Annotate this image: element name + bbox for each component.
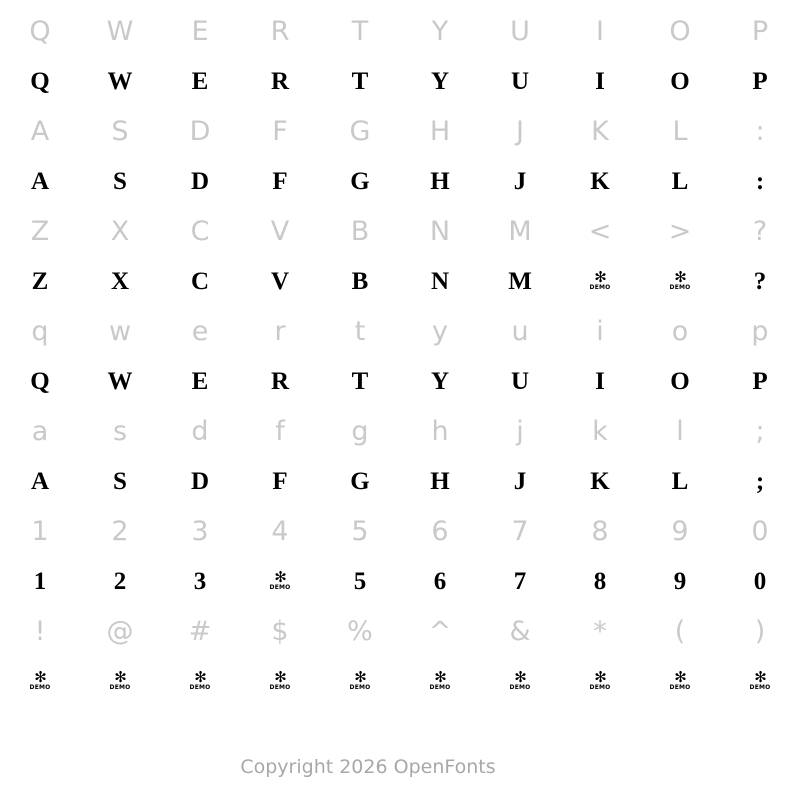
glyph-row xyxy=(0,56,800,106)
keycap-character: 6 xyxy=(431,515,449,547)
keycap-character: T xyxy=(351,15,369,47)
demo-mark xyxy=(509,667,531,692)
demo-watermark-icon xyxy=(240,556,320,606)
demo-watermark-icon xyxy=(320,656,400,706)
keycap-character: K xyxy=(591,115,609,147)
glyph-row xyxy=(0,656,800,706)
glyph-character: L xyxy=(671,167,689,195)
glyph-character: 1 xyxy=(33,567,47,595)
demo-petals-icon: ✻ xyxy=(674,667,686,686)
keycap-character: J xyxy=(516,115,524,147)
glyph-character: O xyxy=(670,67,690,95)
keycap-character: 7 xyxy=(511,515,529,547)
demo-mark xyxy=(349,667,371,692)
demo-mark xyxy=(269,667,291,692)
demo-watermark-icon xyxy=(640,656,720,706)
keycap-character: i xyxy=(596,315,604,347)
keycap-character: w xyxy=(108,315,132,347)
glyph-character: V xyxy=(270,267,290,295)
glyph-character: W xyxy=(107,67,133,95)
keycap-character: 9 xyxy=(671,515,689,547)
glyph-character: Q xyxy=(30,367,50,395)
demo-mark xyxy=(429,667,451,692)
demo-label: DEMO xyxy=(109,684,131,692)
keycap-character: C xyxy=(190,215,210,247)
keycap-character: I xyxy=(596,15,604,47)
glyph-row xyxy=(0,556,800,606)
glyph-character: Q xyxy=(30,67,50,95)
demo-label: DEMO xyxy=(189,684,211,692)
keycap-character: < xyxy=(588,215,612,247)
glyph-character: : xyxy=(755,167,765,195)
demo-petals-icon: ✻ xyxy=(34,667,46,686)
glyph-character: W xyxy=(107,367,133,395)
demo-label: DEMO xyxy=(429,684,451,692)
glyph-character: 3 xyxy=(193,567,207,595)
keycap-character: : xyxy=(755,115,765,147)
keycap-character: q xyxy=(31,315,49,347)
glyph-character: N xyxy=(430,267,450,295)
demo-mark xyxy=(269,567,291,592)
keycap-character: S xyxy=(111,115,129,147)
demo-watermark-icon xyxy=(480,656,560,706)
glyph-character: ? xyxy=(753,267,767,295)
glyph-character: 2 xyxy=(113,567,127,595)
demo-label: DEMO xyxy=(589,684,611,692)
demo-watermark-icon xyxy=(720,656,800,706)
keycap-character: t xyxy=(354,315,366,347)
glyph-character: T xyxy=(351,367,369,395)
keycap-character: 0 xyxy=(751,515,769,547)
glyph-character: J xyxy=(513,167,527,195)
keycap-row xyxy=(0,206,800,256)
demo-petals-icon: ✻ xyxy=(674,267,686,286)
demo-watermark-icon xyxy=(560,656,640,706)
demo-mark xyxy=(669,667,691,692)
keycap-character: % xyxy=(347,615,373,647)
keycap-character: g xyxy=(351,415,369,447)
keycap-character: P xyxy=(751,15,769,47)
keycap-character: Y xyxy=(431,15,449,47)
footer xyxy=(0,756,800,778)
glyph-character: K xyxy=(590,467,610,495)
keycap-character: H xyxy=(429,115,451,147)
copyright-text: Copyright 2026 OpenFonts xyxy=(240,756,496,778)
glyph-character: P xyxy=(752,67,768,95)
demo-watermark-icon xyxy=(640,256,720,306)
glyph-character: O xyxy=(670,367,690,395)
demo-watermark-icon xyxy=(80,656,160,706)
glyph-character: L xyxy=(671,467,689,495)
glyph-character: P xyxy=(752,367,768,395)
demo-petals-icon: ✻ xyxy=(594,267,606,286)
keycap-character: # xyxy=(188,615,212,647)
keycap-character: e xyxy=(191,315,209,347)
keycap-character: U xyxy=(510,15,530,47)
demo-petals-icon: ✻ xyxy=(354,667,366,686)
glyph-character: A xyxy=(30,467,50,495)
glyph-character: S xyxy=(113,167,127,195)
keycap-character: Z xyxy=(30,215,50,247)
keycap-character: @ xyxy=(106,615,134,647)
glyph-row xyxy=(0,156,800,206)
demo-label: DEMO xyxy=(29,684,51,692)
glyph-character: T xyxy=(351,67,369,95)
keycap-character: y xyxy=(432,315,448,347)
demo-petals-icon: ✻ xyxy=(514,667,526,686)
glyph-character: 8 xyxy=(593,567,607,595)
glyph-character: S xyxy=(113,467,127,495)
glyph-character: R xyxy=(270,67,290,95)
demo-watermark-icon xyxy=(0,656,80,706)
demo-label: DEMO xyxy=(749,684,771,692)
keycap-character: 5 xyxy=(351,515,369,547)
keycap-character: u xyxy=(511,315,529,347)
demo-mark xyxy=(589,267,611,292)
demo-mark xyxy=(669,267,691,292)
glyph-row xyxy=(0,256,800,306)
demo-mark xyxy=(109,667,131,692)
glyph-character: U xyxy=(510,367,530,395)
keycap-character: k xyxy=(592,415,608,447)
keycap-character: h xyxy=(431,415,449,447)
keycap-character: > xyxy=(668,215,692,247)
keycap-character: O xyxy=(669,15,691,47)
keycap-character: ^ xyxy=(428,615,452,647)
keycap-character: F xyxy=(272,115,288,147)
demo-label: DEMO xyxy=(669,284,691,292)
demo-label: DEMO xyxy=(269,684,291,692)
keycap-character: W xyxy=(106,15,134,47)
glyph-character: H xyxy=(430,167,450,195)
keycap-character: s xyxy=(112,415,128,447)
demo-label: DEMO xyxy=(349,684,371,692)
glyph-character: K xyxy=(590,167,610,195)
demo-label: DEMO xyxy=(589,284,611,292)
glyph-character: Y xyxy=(430,367,450,395)
glyph-character: A xyxy=(30,167,50,195)
glyph-row xyxy=(0,356,800,406)
keycap-row xyxy=(0,306,800,356)
glyph-character: I xyxy=(595,367,605,395)
glyph-character: Y xyxy=(430,67,450,95)
keycap-character: M xyxy=(508,215,532,247)
keycap-character: a xyxy=(31,415,49,447)
glyph-character: 9 xyxy=(673,567,687,595)
demo-label: DEMO xyxy=(509,684,531,692)
glyph-character: 7 xyxy=(513,567,527,595)
keycap-character: $ xyxy=(271,615,289,647)
demo-petals-icon: ✻ xyxy=(434,667,446,686)
demo-mark xyxy=(749,667,771,692)
glyph-character: X xyxy=(110,267,130,295)
demo-mark xyxy=(189,667,211,692)
glyph-character: J xyxy=(513,467,527,495)
glyph-character: G xyxy=(350,167,370,195)
keycap-character: 1 xyxy=(31,515,49,547)
glyph-character: 0 xyxy=(753,567,767,595)
keycap-character: B xyxy=(350,215,370,247)
keycap-character: 4 xyxy=(271,515,289,547)
demo-petals-icon: ✻ xyxy=(754,667,766,686)
glyph-character: G xyxy=(350,467,370,495)
glyph-character: 5 xyxy=(353,567,367,595)
keycap-row xyxy=(0,6,800,56)
demo-watermark-icon xyxy=(400,656,480,706)
demo-watermark-icon xyxy=(160,656,240,706)
demo-petals-icon: ✻ xyxy=(194,667,206,686)
keycap-character: 3 xyxy=(191,515,209,547)
demo-mark xyxy=(29,667,51,692)
glyph-character: E xyxy=(191,67,209,95)
keycap-character: N xyxy=(429,215,451,247)
keycap-row xyxy=(0,106,800,156)
glyph-character: R xyxy=(270,367,290,395)
glyph-character: U xyxy=(510,67,530,95)
glyph-character: 6 xyxy=(433,567,447,595)
keycap-character: G xyxy=(349,115,371,147)
keycap-character: p xyxy=(751,315,769,347)
keycap-character: ) xyxy=(754,615,766,647)
demo-watermark-icon xyxy=(560,256,640,306)
keycap-character: r xyxy=(274,315,286,347)
glyph-character: C xyxy=(190,267,210,295)
demo-petals-icon: ✻ xyxy=(594,667,606,686)
keycap-character: ? xyxy=(752,215,768,247)
glyph-character: E xyxy=(191,367,209,395)
keycap-character: X xyxy=(110,215,130,247)
keycap-row xyxy=(0,506,800,556)
keycap-character: A xyxy=(30,115,50,147)
demo-petals-icon: ✻ xyxy=(274,567,286,586)
demo-petals-icon: ✻ xyxy=(274,667,286,686)
keycap-row xyxy=(0,406,800,456)
glyph-character: M xyxy=(508,267,532,295)
keycap-character: ( xyxy=(674,615,686,647)
demo-label: DEMO xyxy=(669,684,691,692)
keycap-character: 2 xyxy=(111,515,129,547)
keycap-character: ! xyxy=(34,615,46,647)
keycap-character: L xyxy=(672,115,688,147)
keycap-character: f xyxy=(275,415,285,447)
keycap-character: D xyxy=(189,115,211,147)
keycap-row xyxy=(0,606,800,656)
glyph-character: B xyxy=(351,267,369,295)
keycap-character: 8 xyxy=(591,515,609,547)
demo-watermark-icon xyxy=(240,656,320,706)
glyph-character: H xyxy=(430,467,450,495)
glyph-row xyxy=(0,456,800,506)
keycap-character: & xyxy=(509,615,531,647)
glyph-character: Z xyxy=(31,267,49,295)
demo-label: DEMO xyxy=(269,584,291,592)
glyph-character: F xyxy=(272,467,288,495)
glyph-character: ; xyxy=(755,467,765,495)
keycap-character: V xyxy=(270,215,290,247)
keycap-character: o xyxy=(671,315,689,347)
demo-mark xyxy=(589,667,611,692)
demo-petals-icon: ✻ xyxy=(114,667,126,686)
keycap-character: Q xyxy=(29,15,51,47)
keycap-character: d xyxy=(191,415,209,447)
glyph-character: F xyxy=(272,167,288,195)
glyph-character: I xyxy=(595,67,605,95)
glyph-character: D xyxy=(190,467,210,495)
keycap-character: ; xyxy=(755,415,765,447)
keycap-character: * xyxy=(593,615,607,647)
keycap-character: j xyxy=(516,415,524,447)
keycap-character: E xyxy=(191,15,209,47)
keycap-character: R xyxy=(270,15,290,47)
glyph-character: D xyxy=(190,167,210,195)
keycap-character: l xyxy=(676,415,684,447)
